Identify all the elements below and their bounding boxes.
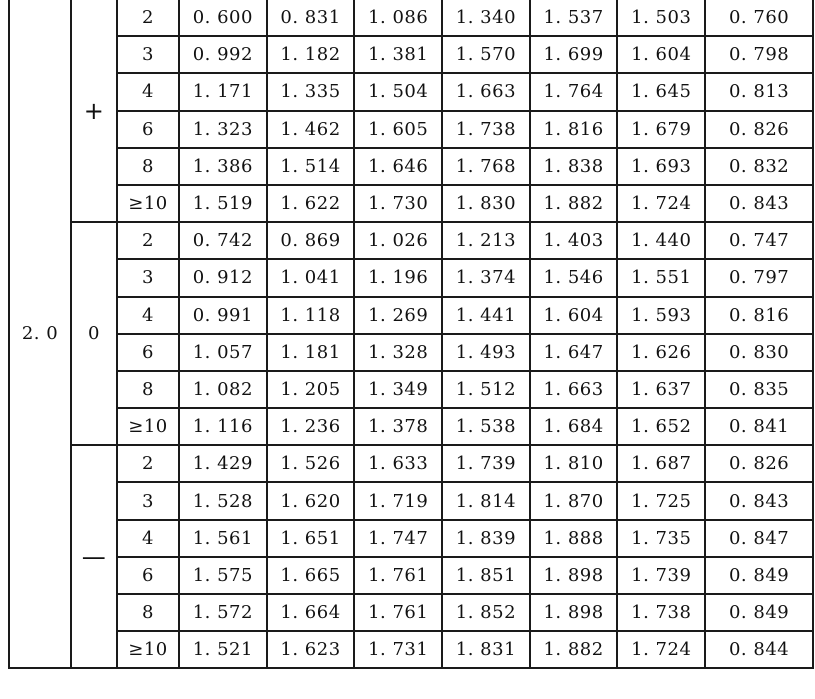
coefficient-cell: 0. 830 [705, 334, 813, 371]
coefficient-cell: 0. 991 [179, 297, 267, 334]
coefficient-cell: 1. 378 [354, 408, 442, 445]
coefficient-cell: 1. 236 [267, 408, 355, 445]
coefficient-table [8, 0, 814, 669]
coefficient-cell: 1. 719 [354, 482, 442, 519]
coefficient-cell: 1. 374 [442, 259, 530, 296]
table-row [9, 185, 813, 222]
coefficient-cell: 1. 026 [354, 222, 442, 259]
n-value-cell: 4 [117, 297, 179, 334]
n-value-cell: 8 [117, 371, 179, 408]
coefficient-cell: 1. 839 [442, 520, 530, 557]
coefficient-cell: 1. 335 [267, 73, 355, 110]
coefficient-cell: 1. 687 [617, 445, 705, 482]
n-value-cell: ≥10 [117, 408, 179, 445]
coefficient-cell: 0. 992 [179, 36, 267, 73]
coefficient-cell: 1. 570 [442, 36, 530, 73]
table-row [9, 73, 813, 110]
coefficient-cell: 1. 572 [179, 594, 267, 631]
coefficient-cell: 0. 849 [705, 594, 813, 631]
coefficient-cell: 1. 747 [354, 520, 442, 557]
table-row [9, 259, 813, 296]
coefficient-cell: 1. 622 [267, 185, 355, 222]
coefficient-cell: 1. 888 [530, 520, 618, 557]
coefficient-cell: 0. 841 [705, 408, 813, 445]
table-row [9, 297, 813, 334]
coefficient-cell: 1. 604 [617, 36, 705, 73]
coefficient-cell: 1. 870 [530, 482, 618, 519]
coefficient-cell: 1. 205 [267, 371, 355, 408]
coefficient-cell: 1. 664 [267, 594, 355, 631]
coefficient-cell: 1. 041 [267, 259, 355, 296]
coefficient-cell: 1. 512 [442, 371, 530, 408]
table-body [9, 0, 813, 668]
coefficient-cell: 0. 600 [179, 0, 267, 36]
n-value-cell: 4 [117, 520, 179, 557]
coefficient-cell: 1. 898 [530, 594, 618, 631]
n-value-cell: 6 [117, 111, 179, 148]
coefficient-cell: 0. 912 [179, 259, 267, 296]
coefficient-cell: 1. 503 [617, 0, 705, 36]
coefficient-cell: 1. 086 [354, 0, 442, 36]
coefficient-cell: 1. 838 [530, 148, 618, 185]
table-row [9, 148, 813, 185]
table-row [9, 0, 813, 36]
table-row [9, 520, 813, 557]
n-value-cell: ≥10 [117, 185, 179, 222]
coefficient-cell: 0. 869 [267, 222, 355, 259]
coefficient-cell: 1. 429 [179, 445, 267, 482]
coefficient-cell: 1. 882 [530, 185, 618, 222]
coefficient-cell: 1. 082 [179, 371, 267, 408]
coefficient-cell: 1. 537 [530, 0, 618, 36]
coefficient-cell: 1. 851 [442, 557, 530, 594]
coefficient-cell: 1. 725 [617, 482, 705, 519]
coefficient-cell: 1. 852 [442, 594, 530, 631]
sign-group-cell: 0 [71, 222, 117, 445]
coefficient-cell: 1. 816 [530, 111, 618, 148]
coefficient-cell: 1. 724 [617, 185, 705, 222]
table-row [9, 557, 813, 594]
coefficient-cell: 1. 626 [617, 334, 705, 371]
coefficient-cell: 1. 381 [354, 36, 442, 73]
coefficient-cell: 1. 761 [354, 557, 442, 594]
coefficient-cell: 1. 521 [179, 631, 267, 668]
coefficient-cell: 1. 730 [354, 185, 442, 222]
n-value-cell: 3 [117, 259, 179, 296]
coefficient-cell: 1. 593 [617, 297, 705, 334]
coefficient-cell: 1. 551 [617, 259, 705, 296]
coefficient-cell: 1. 575 [179, 557, 267, 594]
coefficient-cell: 1. 831 [442, 631, 530, 668]
coefficient-cell: 1. 504 [354, 73, 442, 110]
table-row [9, 408, 813, 445]
coefficient-cell: 1. 526 [267, 445, 355, 482]
coefficient-cell: 1. 118 [267, 297, 355, 334]
coefficient-cell: 1. 665 [267, 557, 355, 594]
n-value-cell: 2 [117, 445, 179, 482]
coefficient-cell: 1. 810 [530, 445, 618, 482]
coefficient-cell: 0. 797 [705, 259, 813, 296]
coefficient-cell: 1. 651 [267, 520, 355, 557]
coefficient-cell: 0. 747 [705, 222, 813, 259]
table-row [9, 222, 813, 259]
coefficient-cell: 1. 538 [442, 408, 530, 445]
coefficient-cell: 1. 340 [442, 0, 530, 36]
n-value-cell: 3 [117, 36, 179, 73]
table-row [9, 371, 813, 408]
n-value-cell: 6 [117, 557, 179, 594]
coefficient-cell: 0. 843 [705, 185, 813, 222]
sign-group-cell: + [71, 0, 117, 222]
coefficient-cell: 0. 831 [267, 0, 355, 36]
coefficient-cell: 1. 684 [530, 408, 618, 445]
coefficient-cell: 1. 652 [617, 408, 705, 445]
coefficient-cell: 1. 663 [530, 371, 618, 408]
coefficient-cell: 1. 196 [354, 259, 442, 296]
table-row [9, 631, 813, 668]
n-value-cell: ≥10 [117, 631, 179, 668]
coefficient-cell: 1. 693 [617, 148, 705, 185]
coefficient-cell: 1. 738 [617, 594, 705, 631]
coefficient-cell: 0. 832 [705, 148, 813, 185]
coefficient-cell: 1. 171 [179, 73, 267, 110]
n-value-cell: 2 [117, 222, 179, 259]
coefficient-cell: 1. 724 [617, 631, 705, 668]
coefficient-cell: 1. 493 [442, 334, 530, 371]
table-row [9, 594, 813, 631]
coefficient-cell: 1. 182 [267, 36, 355, 73]
coefficient-cell: 1. 620 [267, 482, 355, 519]
coefficient-cell: 1. 604 [530, 297, 618, 334]
coefficient-cell: 1. 213 [442, 222, 530, 259]
coefficient-cell: 1. 605 [354, 111, 442, 148]
coefficient-cell: 0. 826 [705, 111, 813, 148]
table-row [9, 111, 813, 148]
coefficient-cell: 1. 882 [530, 631, 618, 668]
coefficient-cell: 1. 519 [179, 185, 267, 222]
coefficient-cell: 0. 826 [705, 445, 813, 482]
coefficient-cell: 1. 898 [530, 557, 618, 594]
coefficient-cell: 1. 546 [530, 259, 618, 296]
table-row [9, 36, 813, 73]
coefficient-cell: 1. 735 [617, 520, 705, 557]
coefficient-cell: 1. 528 [179, 482, 267, 519]
coefficient-cell: 1. 647 [530, 334, 618, 371]
table-row [9, 334, 813, 371]
coefficient-cell: 1. 440 [617, 222, 705, 259]
coefficient-cell: 1. 645 [617, 73, 705, 110]
coefficient-cell: 1. 646 [354, 148, 442, 185]
coefficient-cell: 1. 057 [179, 334, 267, 371]
coefficient-cell: 1. 633 [354, 445, 442, 482]
coefficient-cell: 0. 835 [705, 371, 813, 408]
coefficient-cell: 1. 739 [617, 557, 705, 594]
coefficient-cell: 1. 761 [354, 594, 442, 631]
coefficient-cell: 1. 768 [442, 148, 530, 185]
coefficient-table-container [8, 0, 812, 669]
sign-group-cell: — [71, 445, 117, 668]
coefficient-cell: 1. 328 [354, 334, 442, 371]
coefficient-cell: 1. 814 [442, 482, 530, 519]
n-value-cell: 2 [117, 0, 179, 36]
coefficient-cell: 1. 699 [530, 36, 618, 73]
coefficient-cell: 0. 847 [705, 520, 813, 557]
parameter-value-cell: 2. 0 [9, 0, 71, 668]
n-value-cell: 3 [117, 482, 179, 519]
coefficient-cell: 1. 386 [179, 148, 267, 185]
coefficient-cell: 0. 844 [705, 631, 813, 668]
table-row [9, 445, 813, 482]
coefficient-cell: 0. 813 [705, 73, 813, 110]
coefficient-cell: 1. 731 [354, 631, 442, 668]
coefficient-cell: 0. 798 [705, 36, 813, 73]
coefficient-cell: 1. 679 [617, 111, 705, 148]
coefficient-cell: 0. 849 [705, 557, 813, 594]
coefficient-cell: 1. 441 [442, 297, 530, 334]
coefficient-cell: 1. 514 [267, 148, 355, 185]
coefficient-cell: 1. 269 [354, 297, 442, 334]
coefficient-cell: 0. 742 [179, 222, 267, 259]
coefficient-cell: 1. 323 [179, 111, 267, 148]
table-row [9, 482, 813, 519]
coefficient-cell: 1. 830 [442, 185, 530, 222]
coefficient-cell: 1. 403 [530, 222, 618, 259]
coefficient-cell: 0. 760 [705, 0, 813, 36]
n-value-cell: 8 [117, 148, 179, 185]
coefficient-cell: 1. 637 [617, 371, 705, 408]
coefficient-cell: 1. 623 [267, 631, 355, 668]
coefficient-cell: 1. 116 [179, 408, 267, 445]
coefficient-cell: 1. 349 [354, 371, 442, 408]
n-value-cell: 8 [117, 594, 179, 631]
coefficient-cell: 1. 738 [442, 111, 530, 148]
coefficient-cell: 1. 739 [442, 445, 530, 482]
coefficient-cell: 1. 561 [179, 520, 267, 557]
n-value-cell: 4 [117, 73, 179, 110]
coefficient-cell: 1. 462 [267, 111, 355, 148]
coefficient-cell: 0. 843 [705, 482, 813, 519]
coefficient-cell: 0. 816 [705, 297, 813, 334]
coefficient-cell: 1. 181 [267, 334, 355, 371]
coefficient-cell: 1. 663 [442, 73, 530, 110]
coefficient-cell: 1. 764 [530, 73, 618, 110]
n-value-cell: 6 [117, 334, 179, 371]
